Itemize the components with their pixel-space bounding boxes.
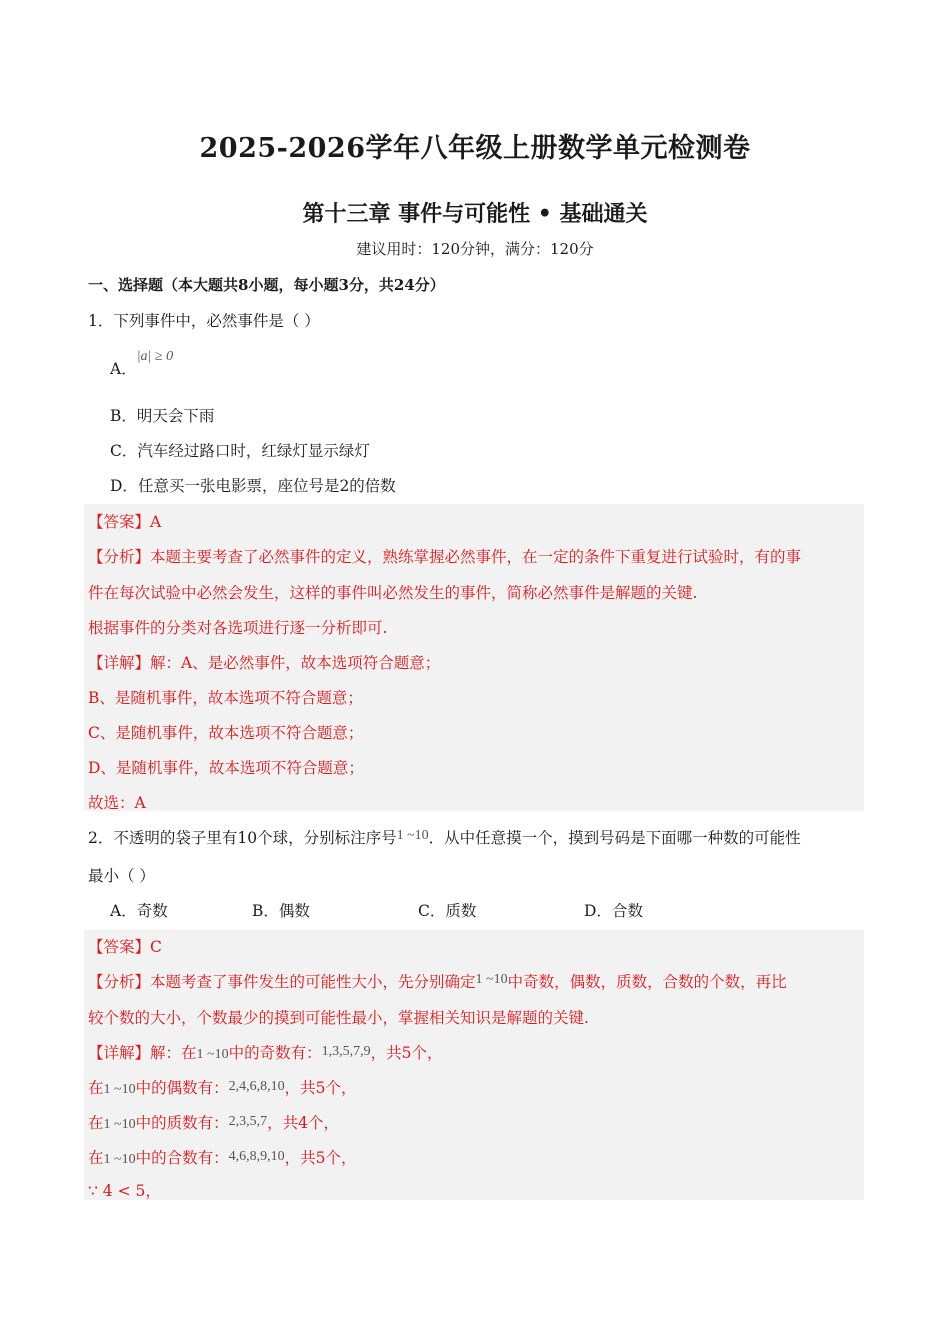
- q1-detail-line: C、是随机事件，故本选项不符合题意；: [88, 724, 364, 742]
- q2-stem-part2: ．从中任意摸一个，摸到号码是下面哪一种数的可能性: [428, 829, 801, 847]
- detail-text: ，共5个，: [284, 1079, 357, 1097]
- option-text: 质数: [445, 902, 477, 920]
- detail-text: 中的奇数有：: [228, 1044, 322, 1062]
- option-text: 奇数: [136, 902, 168, 920]
- option-label: A．: [110, 360, 137, 378]
- q2-detail-line: [88, 1111, 339, 1133]
- page-title: 2025-2026学年八年级上册数学单元检测卷: [199, 133, 751, 164]
- detail-text: ，共5个，: [284, 1149, 357, 1167]
- q2-option-c: [418, 899, 476, 921]
- option-text: 偶数: [278, 902, 310, 920]
- option-text: 合数: [611, 902, 643, 920]
- detail-text: 【详解】解：在: [88, 1044, 197, 1062]
- detail-text: 中的质数有：: [135, 1114, 229, 1132]
- option-label: B．: [252, 902, 279, 920]
- analysis-text: 中奇数，偶数，质数，合数的个数，再比: [507, 973, 787, 991]
- time-score-info: 建议用时：120分钟，满分：120分: [356, 240, 594, 258]
- q1-stem: 1．下列事件中，必然事件是（ ）: [88, 312, 320, 330]
- q1-option-a: [110, 349, 174, 379]
- option-text: 明天会下雨: [136, 407, 215, 425]
- option-label: B．: [110, 407, 137, 425]
- detail-text: 在: [88, 1149, 104, 1167]
- q2-stem: [88, 826, 801, 848]
- q2-answer: 【答案】C: [88, 938, 162, 956]
- q1-analysis-line: 【分析】本题主要考查了必然事件的定义，熟练掌握必然事件，在一定的条件下重复进行试验时，有的事: [88, 548, 802, 566]
- q1-analysis-line: 件在每次试验中必然会发生，这样的事件叫必然发生的事件，简称必然事件是解题的关键.: [88, 584, 698, 602]
- q2-detail-line: [88, 1041, 442, 1063]
- detail-math: 1 ~10: [103, 1117, 136, 1132]
- detail-math: 1 ~10: [103, 1152, 136, 1167]
- q2-stem-math: 1 ~10: [396, 828, 429, 843]
- q2-solution-box: [84, 930, 864, 1200]
- analysis-text: 【分析】本题考查了事件发生的可能性大小，先分别确定: [88, 973, 476, 991]
- q1-detail-line: B、是随机事件，故本选项不符合题意；: [88, 689, 363, 707]
- option-label: C．: [110, 442, 138, 460]
- option-label: D．: [110, 477, 138, 495]
- q2-option-a: [110, 899, 168, 921]
- detail-text: 在: [88, 1079, 104, 1097]
- q1-analysis-line: 根据事件的分类对各选项进行逐一分析即可.: [88, 619, 388, 637]
- detail-text: ，共5个，: [370, 1044, 443, 1062]
- detail-text: 中的偶数有：: [135, 1079, 229, 1097]
- option-text: 汽车经过路口时，红绿灯显示绿灯: [137, 442, 370, 460]
- q2-detail-line: [88, 1146, 356, 1168]
- q1-answer: 【答案】A: [88, 513, 162, 531]
- detail-math: 1 ~10: [103, 1082, 136, 1097]
- q2-stem-line2: 最小（ ）: [88, 867, 155, 885]
- q1-solution-box: [84, 504, 864, 811]
- detail-text: 在: [88, 1114, 104, 1132]
- option-math: |a| ≥ 0: [136, 349, 174, 364]
- q1-conclusion: 故选：A: [88, 794, 146, 812]
- option-label: C．: [418, 902, 446, 920]
- detail-math: 4,6,8,9,10: [228, 1149, 285, 1164]
- option-label: D．: [584, 902, 612, 920]
- q2-option-d: [584, 899, 643, 921]
- detail-math: 2,3,5,7: [228, 1114, 268, 1129]
- detail-text: 中的合数有：: [135, 1149, 229, 1167]
- detail-text: ，共4个，: [267, 1114, 339, 1132]
- q1-detail-line: 【详解】解：A、是必然事件，故本选项符合题意；: [88, 654, 441, 672]
- q1-option-d: [110, 474, 396, 496]
- analysis-math: 1 ~10: [475, 972, 508, 987]
- option-label: A．: [110, 902, 137, 920]
- q1-detail-line: D、是随机事件，故本选项不符合题意；: [88, 759, 364, 777]
- q2-stem-part1: 2．不透明的袋子里有10个球，分别标注序号: [88, 829, 397, 847]
- q2-option-b: [252, 899, 310, 921]
- detail-math: 2,4,6,8,10: [228, 1079, 285, 1094]
- q2-because-line: ∵ 4 < 5，: [88, 1182, 161, 1200]
- detail-math: 1 ~10: [196, 1047, 229, 1062]
- detail-math: 1,3,5,7,9: [321, 1044, 371, 1059]
- q2-analysis-line: [88, 970, 787, 992]
- option-text: 任意买一张电影票，座位号是2的倍数: [137, 477, 396, 495]
- q2-detail-line: [88, 1076, 356, 1098]
- section-heading: 一、选择题（本大题共8小题，每小题3分，共24分）: [88, 276, 445, 294]
- q1-option-c: [110, 439, 370, 461]
- q2-analysis-line: 较个数的大小，个数最少的摸到可能性最小，掌握相关知识是解题的关键.: [88, 1009, 589, 1027]
- q1-option-b: [110, 404, 214, 426]
- chapter-subtitle: 第十三章 事件与可能性 • 基础通关: [302, 201, 648, 227]
